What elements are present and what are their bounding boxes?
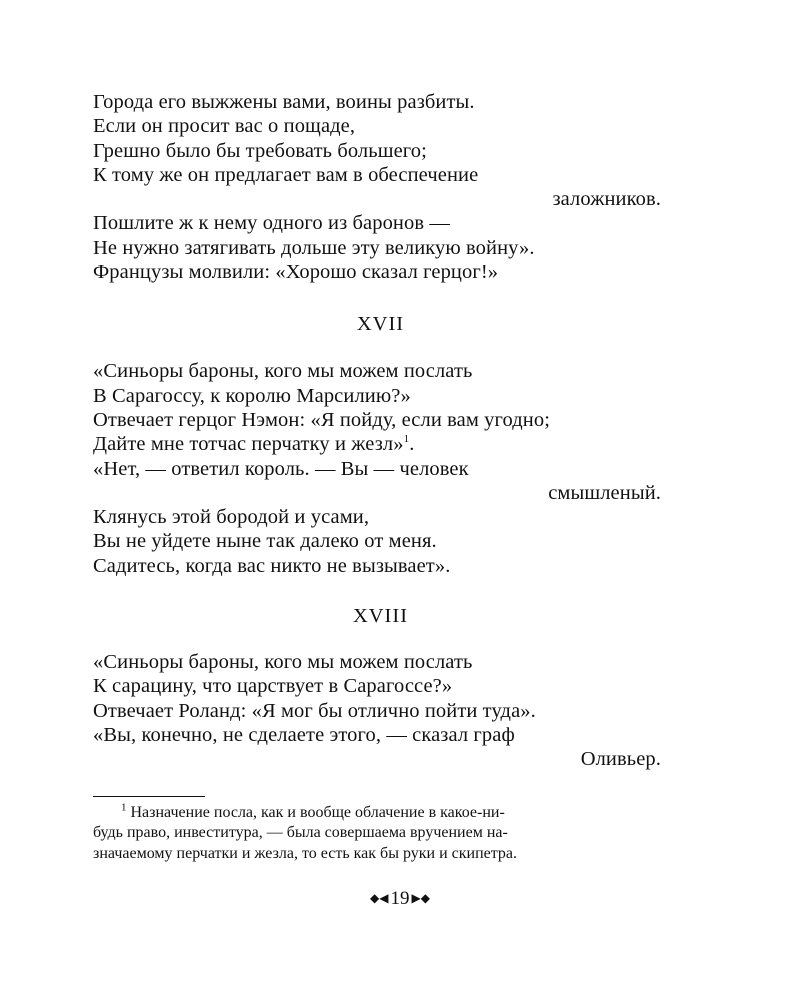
verse-line: Не нужно затягивать дольше эту великую войну». bbox=[93, 236, 535, 259]
footnote-reference[interactable]: 1 bbox=[403, 433, 410, 446]
verse-line: Отвечает герцог Нэмон: «Я пойду, если вам угодно; bbox=[93, 408, 550, 431]
verse-line-continuation: Оливьер. bbox=[580, 748, 661, 771]
verse-line: Французы молвили: «Хорошо сказал герцог!» bbox=[93, 261, 499, 284]
stanza-opening bbox=[93, 90, 668, 284]
verse-line: К сарацину, что царствует в Сарагоссе?» bbox=[93, 675, 453, 698]
footnote-divider bbox=[93, 796, 205, 797]
section-heading-xviii: XVIII bbox=[352, 605, 409, 628]
page-body bbox=[93, 90, 668, 864]
verse-line: «Синьоры бароны, кого мы можем послать bbox=[93, 360, 473, 383]
section-heading-xvii: XVII bbox=[356, 313, 405, 336]
footnote-marker: 1 bbox=[121, 801, 127, 814]
verse-line-continuation: смышленый. bbox=[548, 481, 661, 504]
stanza-xviii bbox=[93, 650, 668, 771]
verse-line-continuation: заложников. bbox=[552, 188, 661, 211]
footnote-text: Назначение посла, как и вообще облачение в какое-ни- bbox=[130, 803, 505, 821]
verse-line: «Синьоры бароны, кого мы можем послать bbox=[93, 651, 473, 674]
verse-line: Пошлите ж к нему одного из баронов — bbox=[93, 212, 450, 235]
footnote-line: значаемому перчатки и жезла, то есть как бы руки и скипетра. bbox=[93, 844, 518, 862]
verse-line: Если он просит вас о пощаде, bbox=[93, 115, 356, 138]
verse-line: «Вы, конечно, не сделаете этого, — сказал граф bbox=[93, 723, 515, 746]
ornament-left-icon: ◆◀ bbox=[370, 891, 389, 905]
page-number-folio bbox=[0, 886, 800, 911]
verse-punctuation: . bbox=[409, 433, 415, 456]
verse-line: Отвечает Роланд: «Я мог бы отлично пойти туда». bbox=[93, 699, 536, 722]
verse-text: Дайте мне тотчас перчатку и жезл» bbox=[93, 433, 404, 456]
verse-line: Грешно было бы требовать большего; bbox=[93, 139, 427, 162]
footnote-line: будь право, инвеститура, — была совершаема вручением на- bbox=[93, 824, 508, 842]
footnote bbox=[93, 803, 668, 865]
verse-line: Города его выжжены вами, воины разбиты. bbox=[93, 91, 475, 113]
page-number: 19 bbox=[390, 888, 410, 909]
footnote-line bbox=[93, 803, 661, 824]
verse-line: К тому же он предлагает вам в обеспечение bbox=[93, 163, 479, 186]
verse-line: В Сарагоссу, к королю Марсилию?» bbox=[93, 384, 411, 407]
ornament-right-icon: ▶◆ bbox=[411, 891, 430, 905]
verse-line: Клянусь этой бородой и усами, bbox=[93, 506, 370, 529]
verse-line: Садитесь, когда вас никто не вызывает». bbox=[93, 554, 451, 577]
stanza-xvii bbox=[93, 359, 668, 578]
verse-line-with-note bbox=[93, 432, 668, 456]
verse-line: «Нет, — ответил король. — Вы — человек bbox=[93, 457, 469, 480]
verse-line: Вы не уйдете ныне так далеко от меня. bbox=[93, 530, 437, 553]
